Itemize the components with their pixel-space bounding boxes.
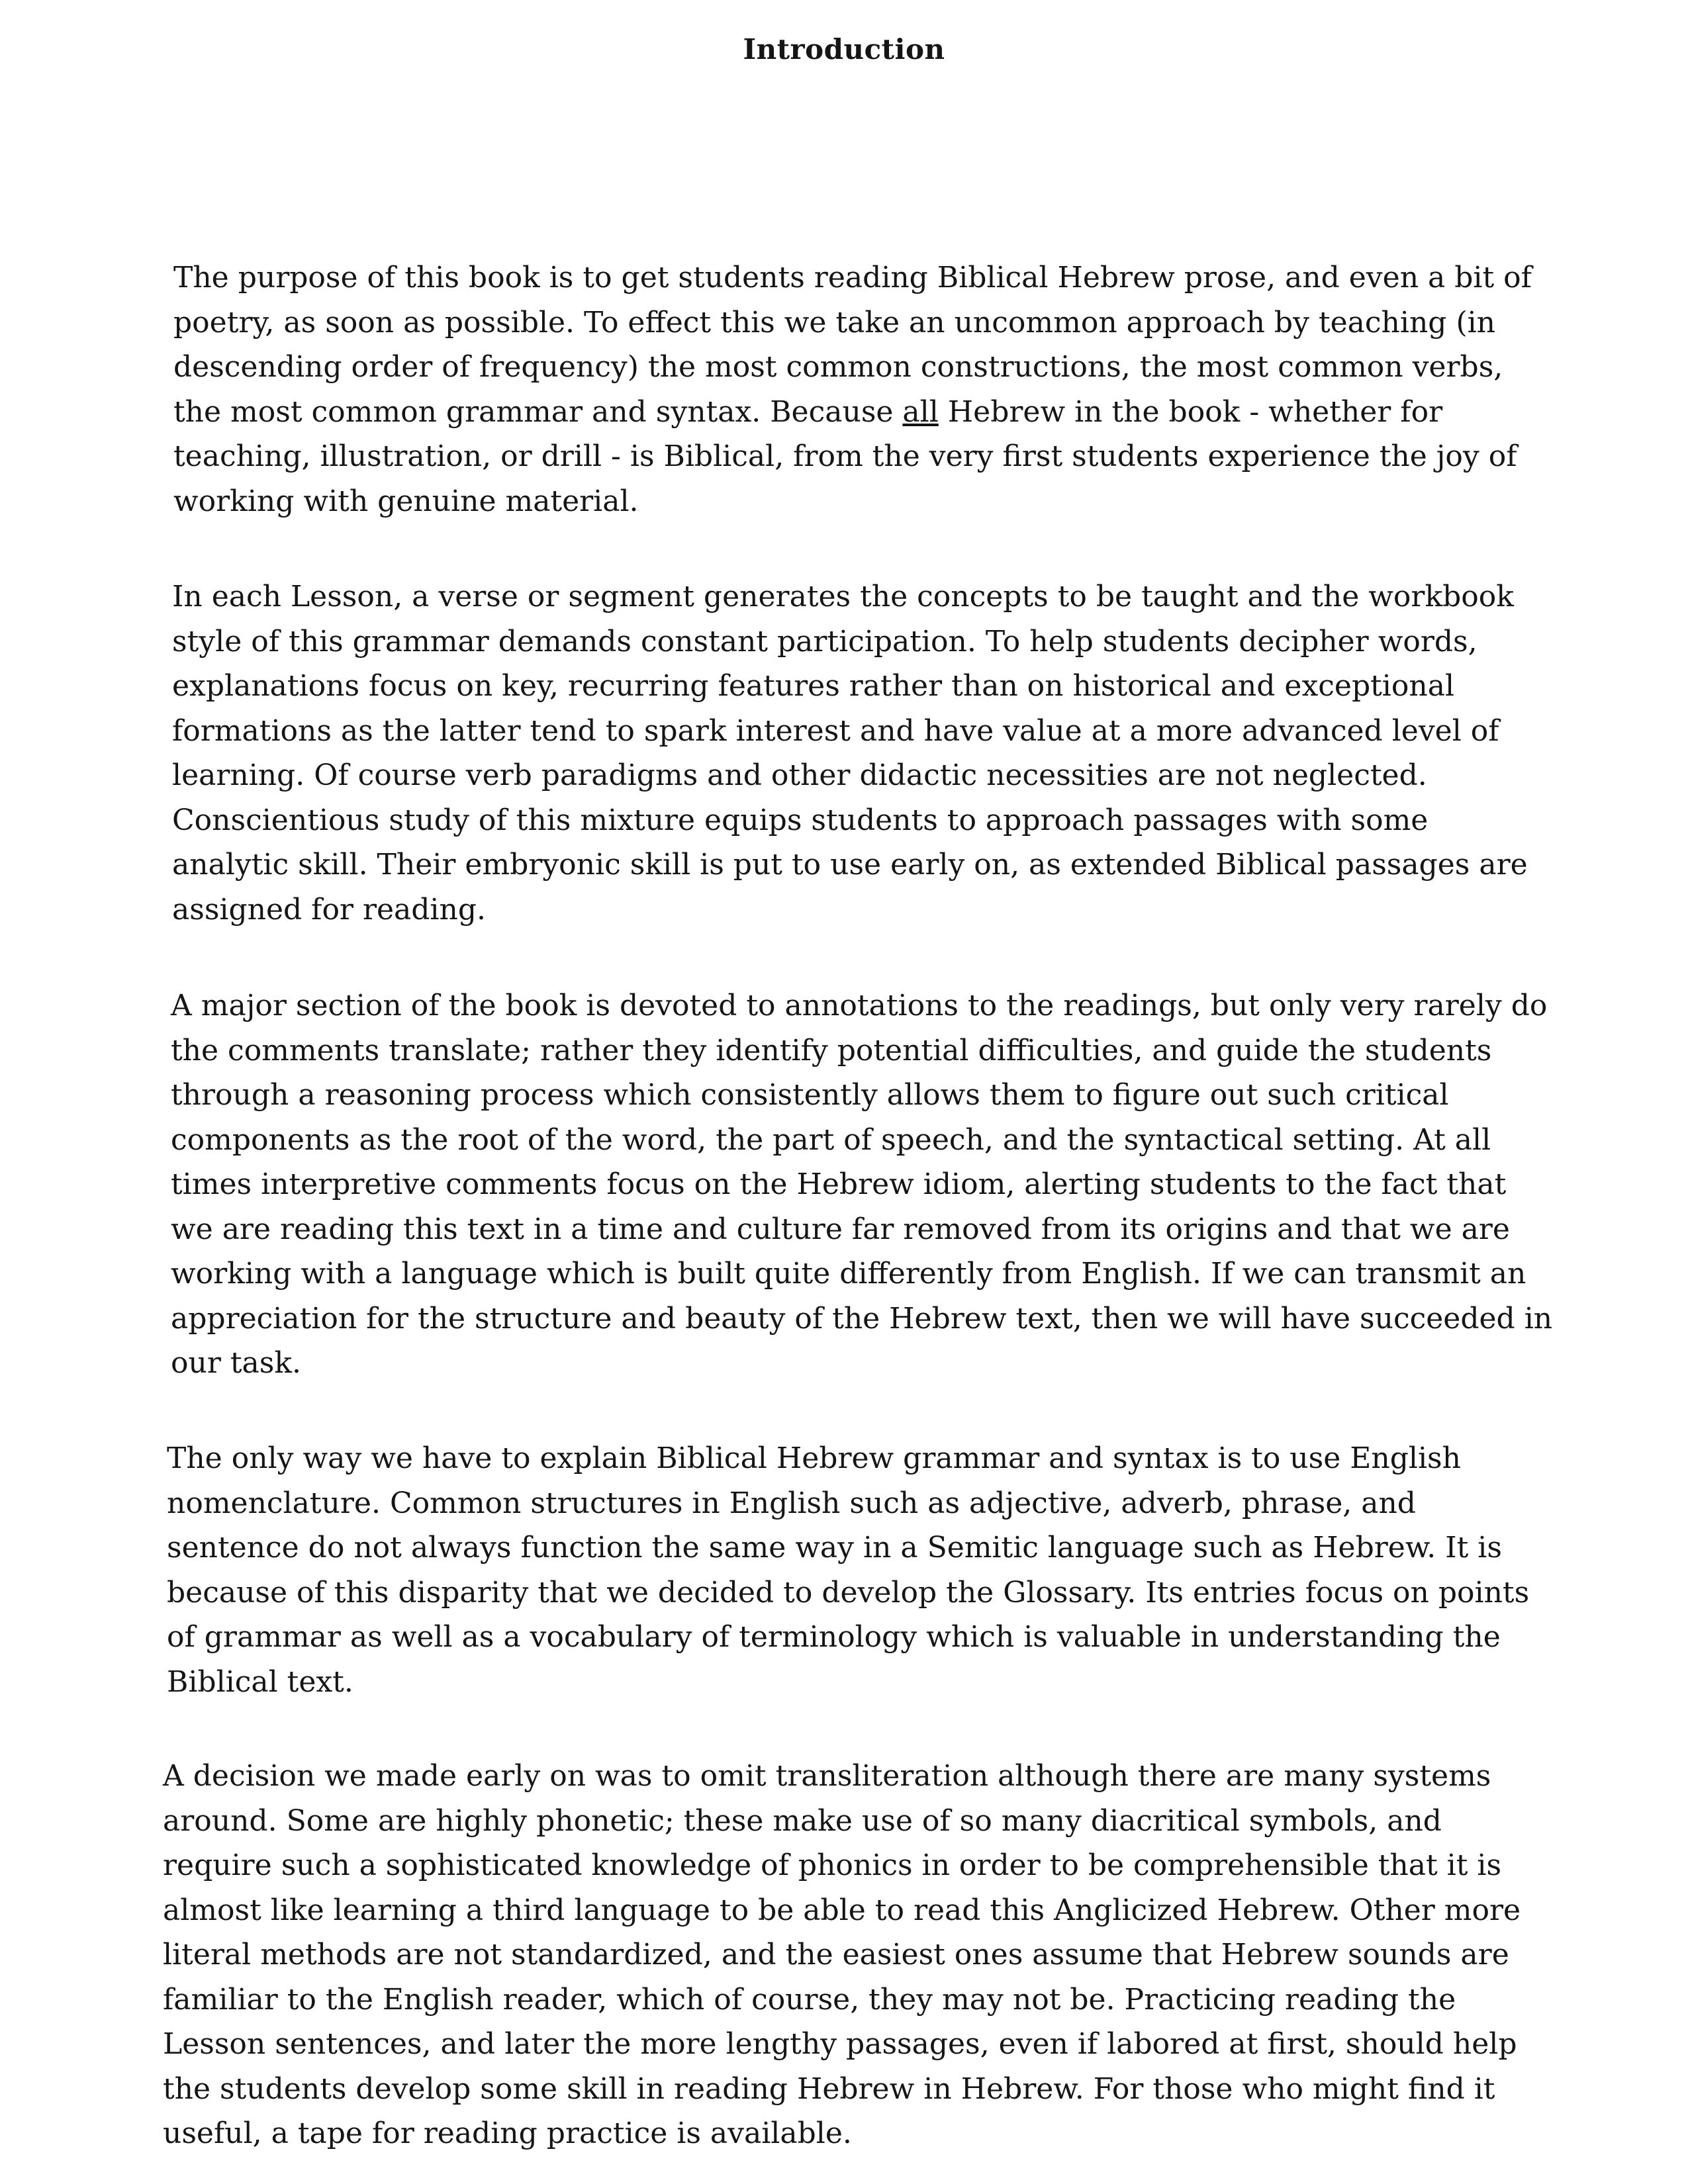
paragraph-line: familiar to the English reader, which of course, they may not be. Practicing reading the (163, 1982, 1456, 2017)
paragraph-transliteration (163, 1754, 1521, 2156)
paragraph-line: of grammar as well as a vocabulary of terminology which is valuable in understanding the (167, 1620, 1501, 1654)
paragraph-line: assigned for reading. (172, 892, 486, 927)
paragraph-annotations (171, 983, 1552, 1386)
paragraph-line: we are reading this text in a time and culture far removed from its origins and that we are (171, 1212, 1510, 1246)
paragraph-line: components as the root of the word, the part of speech, and the syntactical setting. At all (171, 1122, 1491, 1157)
paragraph-line: explanations focus on key, recurring features rather than on historical and exceptional (172, 669, 1455, 703)
paragraph-line: The only way we have to explain Biblical Hebrew grammar and syntax is to use English (167, 1441, 1461, 1475)
paragraph-line: almost like learning a third language to be able to read this Anglicized Hebrew. Other more (163, 1893, 1521, 1927)
paragraph-line: working with a language which is built quite differently from English. If we can transmit an (171, 1257, 1526, 1291)
paragraph-line: working with genuine material. (173, 484, 639, 518)
paragraph-line: A major section of the book is devoted to annotations to the readings, but only very rarely do (171, 989, 1548, 1023)
paragraph-line: the comments translate; rather they identify potential difficulties, and guide the students (171, 1033, 1492, 1068)
paragraph-line: style of this grammar demands constant participation. To help students decipher words, (172, 624, 1477, 659)
paragraph-glossary (167, 1436, 1529, 1704)
paragraph-line: Conscientious study of this mixture equips students to approach passages with some (172, 803, 1429, 837)
paragraph-line: analytic skill. Their embryonic skill is put to use early on, as extended Biblical passages are (172, 848, 1528, 882)
paragraph-line: poetry, as soon as possible. To effect this we take an uncommon approach by teaching (in (173, 305, 1496, 340)
paragraph-line: nomenclature. Common structures in English such as adjective, adverb, phrase, and (167, 1486, 1416, 1520)
paragraph-line: the students develop some skill in reading Hebrew in Hebrew. For those who might find it (163, 2071, 1495, 2106)
paragraph-line: teaching, illustration, or drill - is Biblical, from the very first students experience the joy of (173, 439, 1517, 473)
paragraph-line: Biblical text. (167, 1664, 353, 1699)
paragraph-line: formations as the latter tend to spark interest and have value at a more advanced level of (172, 713, 1499, 748)
paragraph-line-with-emphasis (173, 390, 1532, 435)
paragraph-line: appreciation for the structure and beauty of the Hebrew text, then we will have succeeded in (171, 1301, 1553, 1336)
paragraph-line: Lesson sentences, and later the more lengthy passages, even if labored at first, should help (163, 2027, 1517, 2061)
paragraph-line: literal methods are not standardized, and the easiest ones assume that Hebrew sounds are (163, 1938, 1509, 1972)
paragraph-line: our task. (171, 1346, 301, 1380)
paragraph-line: around. Some are highly phonetic; these make use of so many diacritical symbols, and (163, 1803, 1442, 1838)
paragraph-line: descending order of frequency) the most common constructions, the most common verbs, (173, 350, 1503, 384)
paragraph-line: In each Lesson, a verse or segment generates the concepts to be taught and the workbook (172, 580, 1514, 614)
line-segment: the most common grammar and syntax. Because (173, 394, 903, 429)
paragraph-line: times interpretive comments focus on the Hebrew idiom, alerting students to the fact that (171, 1167, 1507, 1201)
paragraph-line: A decision we made early on was to omit transliteration although there are many systems (163, 1759, 1491, 1793)
paragraph-line: because of this disparity that we decided to develop the Glossary. Its entries focus on points (167, 1575, 1530, 1610)
paragraph-line: learning. Of course verb paradigms and other didactic necessities are not neglected. (172, 758, 1427, 792)
paragraph-line: through a reasoning process which consistently allows them to figure out such critical (171, 1078, 1449, 1112)
paragraph-line: sentence do not always function the same way in a Semitic language such as Hebrew. It is (167, 1531, 1502, 1565)
paragraph-lessons (172, 574, 1528, 932)
page-title: Introduction (743, 33, 945, 66)
paragraph-line: require such a sophisticated knowledge of phonics in order to be comprehensible that it is (163, 1848, 1502, 1882)
line-segment: Hebrew in the book - whether for (938, 394, 1443, 429)
paragraph-line: The purpose of this book is to get students reading Biblical Hebrew prose, and even a bit of (173, 261, 1532, 295)
underlined-word-all: all (902, 394, 939, 429)
paragraph-line: useful, a tape for reading practice is available. (163, 2116, 852, 2150)
paragraph-purpose (173, 255, 1532, 523)
